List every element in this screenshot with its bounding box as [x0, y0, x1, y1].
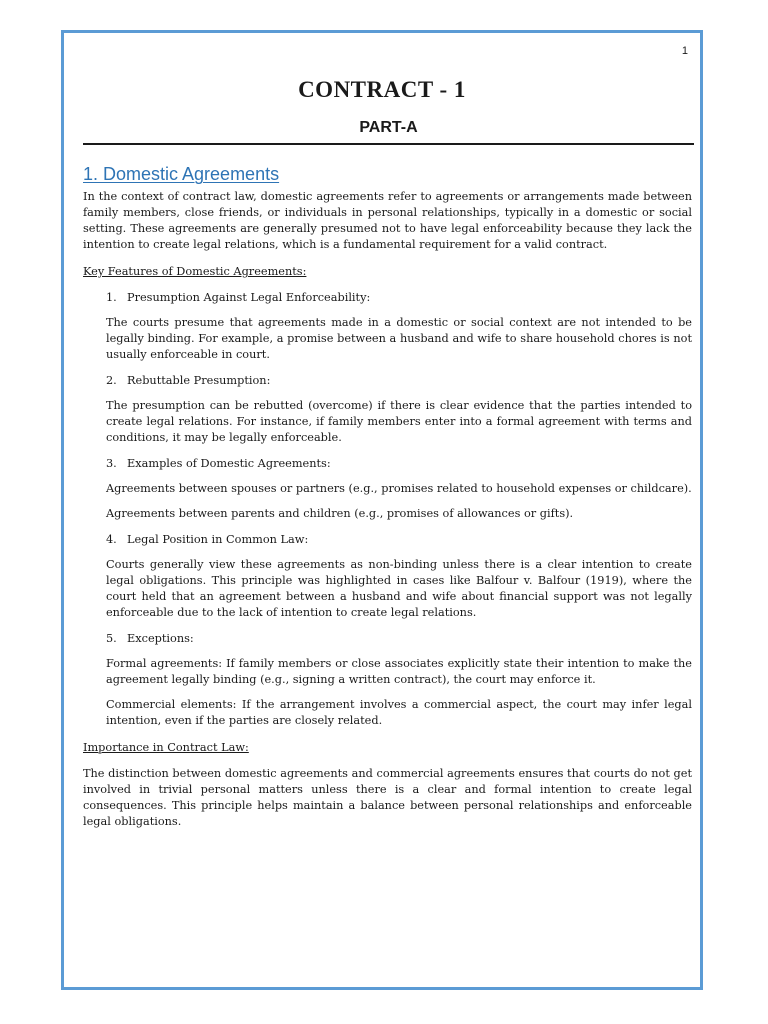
feature-title-text: Examples of Domestic Agreements: [127, 457, 331, 470]
page-number: 1 [681, 45, 688, 57]
document-subtitle: PART-A [83, 119, 694, 145]
feature-number: 1. [106, 291, 117, 304]
intro-paragraph: In the context of contract law, domestic agreements refer to agreements or arrangements made between family members, close friends, or individuals in personal relationships, typically in a domestic or social setting. These agreements are generally presumed not to have legal enforceability because they lack the intention to create legal relations, which is a fundamental requirement for a valid contract. [83, 190, 692, 251]
feature-paragraph: Agreements between spouses or partners (e.g., promises related to household expenses or childcare). [106, 482, 692, 495]
feature-title-text: Legal Position in Common Law: [127, 533, 309, 546]
feature-paragraph: Commercial elements: If the arrangement involves a commercial aspect, the court may infer legal intention, even if the parties are closely related. [106, 698, 692, 727]
document-body [83, 164, 692, 830]
feature-title-text: Exceptions: [127, 632, 194, 645]
feature-title-text: Presumption Against Legal Enforceability: [127, 291, 371, 304]
feature-title [83, 456, 692, 472]
importance-heading: Importance in Contract Law: [83, 741, 249, 754]
feature-title [83, 532, 692, 548]
feature-paragraph: Courts generally view these agreements as non-binding unless there is a clear intention to create legal obligations. This principle was highlighted in cases like Balfour v. Balfour (1919), where the court held that an agreement between a husband and wife about financial support was not legally enforceable due to the lack of intention to create legal relations. [106, 558, 692, 619]
feature-number: 2. [106, 374, 117, 387]
document-title: CONTRACT - 1 [298, 77, 466, 102]
feature-number: 5. [106, 632, 117, 645]
document-page [61, 30, 703, 990]
feature-paragraph: The courts presume that agreements made in a domestic or social context are not intended to be legally binding. For example, a promise between a husband and wife to share household chores is not usually enforceable in court. [106, 316, 692, 361]
importance-paragraph: The distinction between domestic agreements and commercial agreements ensures that courts do not get involved in trivial personal matters unless there is a clear and formal intention to create legal consequences. This principle helps maintain a balance between personal relationships and enforceable legal obligations. [83, 767, 692, 828]
feature-number: 3. [106, 457, 117, 470]
feature-title [83, 290, 692, 306]
feature-title [83, 373, 692, 389]
feature-title [83, 631, 692, 647]
feature-title-text: Rebuttable Presumption: [127, 374, 271, 387]
feature-paragraph: Formal agreements: If family members or close associates explicitly state their intention to make the agreement legally binding (e.g., signing a written contract), the court may enforce it. [106, 657, 692, 686]
key-features-heading: Key Features of Domestic Agreements: [83, 265, 307, 278]
section-heading: 1. Domestic Agreements [83, 164, 280, 184]
feature-number: 4. [106, 533, 117, 546]
feature-paragraph: Agreements between parents and children (e.g., promises of allowances or gifts). [106, 507, 574, 520]
feature-paragraph: The presumption can be rebutted (overcome) if there is clear evidence that the parties intended to create legal relations. For instance, if family members enter into a formal agreement with terms and conditions, it may be legally enforceable. [106, 399, 692, 444]
